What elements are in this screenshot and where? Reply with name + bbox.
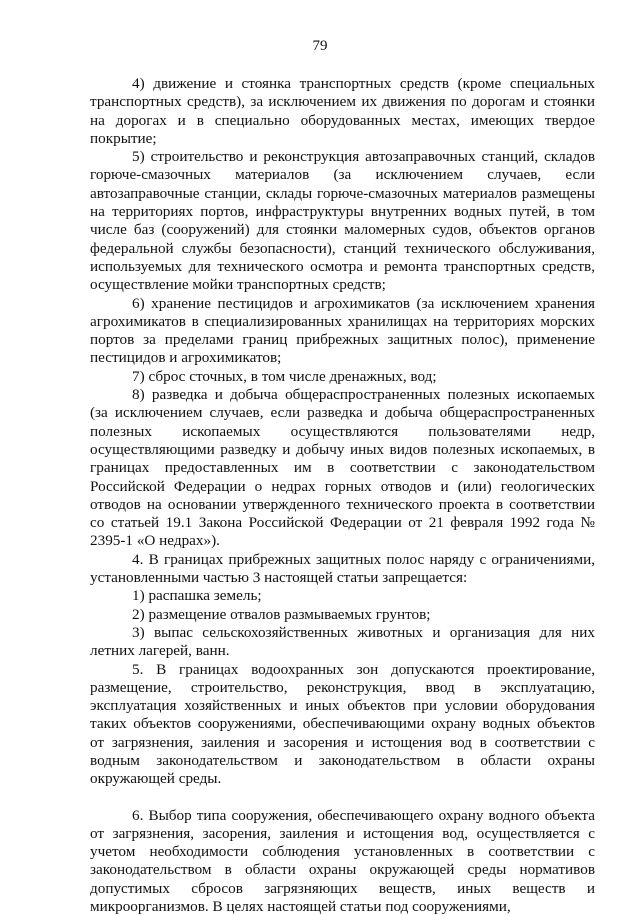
paragraph-part-5-water-protection-zones: 5. В границах водоохранных зон допускаются проектирование, размещение, строительство, реконструкция, ввод в эксплуатацию, эксплуатация хозяйственных и иных объектов при условии оборудования таких объектов сооружениями, обеспечивающими охрану водных объектов от загрязнения, заиления и засорения и истощения вод в соответствии с водным законодательством и законодательством в области охраны окружающей среды. <box>90 660 595 788</box>
paragraph-item-6-pesticides: 6) хранение пестицидов и агрохимикатов (за исключением хранения агрохимикатов в специализированных хранилищах на территориях морских портов за пределами границ прибрежных защитных полос), применение пестицидов и агрохимикатов; <box>90 294 595 367</box>
paragraph-item-8-mining: 8) разведка и добыча общераспространенных полезных ископаемых (за исключением случаев, если разведка и добыча общераспространенных полезных ископаемых осуществляются пользователями недр, осуществляющими разведку и добычу иных видов полезных ископаемых, в границах предоставленных им в соответствии с законодательством Российской Федерации о недрах горных отводов и (или) геологических отводов на основании утвержденного технического проекта в соответствии со статьей 19.1 Закона Российской Федерации от 21 февраля 1992 года № 2395-1 «О недрах»). <box>90 386 595 550</box>
paragraph-item-7-wastewater: 7) сброс сточных, в том числе дренажных, вод; <box>132 367 437 385</box>
page-number: 79 <box>312 38 328 54</box>
paragraph-subitem-3-grazing: 3) выпас сельскохозяйственных животных и организация для них летних лагерей, ванн. <box>90 623 595 660</box>
paragraph-item-4-traffic: 4) движение и стоянка транспортных средств (кроме специальных транспортных средств), за исключением их движения по дорогам и стоянки на дорогах и в специально оборудованных местах, имеющих твердое покрытие; <box>90 75 595 147</box>
paragraph-item-5-fuel-stations: 5) строительство и реконструкция автозаправочных станций, складов горюче-смазочных материалов (за исключением случаев, если автозаправочные станции, склады горюче-смазочных материалов размещены на территориях портов, инфраструктуры внутренних водных путей, в том числе баз (сооружений) для стоянки маломерных судов, объектов органов федеральной службы безопасности), станций технического обслуживания, используемых для технического осмотра и ремонта транспортных средств, осуществление мойки транспортных средств; <box>90 148 595 294</box>
paragraph-subitem-1-plowing: 1) распашка земель; <box>132 587 262 605</box>
paragraph-subitem-2-dumps: 2) размещение отвалов размываемых грунтов; <box>132 605 431 623</box>
document-body <box>90 75 595 916</box>
paragraph-part-4-coastal-strips: 4. В границах прибрежных защитных полос наряду с ограничениями, установленными частью 3 настоящей статьи запрещается: <box>90 550 595 587</box>
paragraph-part-6-structure-type: 6. Выбор типа сооружения, обеспечивающего охрану водного объекта от загрязнения, засорения, заиления и истощения вод, осуществляется с учетом необходимости соблюдения установленных в соответствии с законодательством в области охраны окружающей среды нормативов допустимых сбросов загрязняющих веществ, иных веществ и микроорганизмов. В целях настоящей статьи под сооружениями, <box>90 806 595 916</box>
